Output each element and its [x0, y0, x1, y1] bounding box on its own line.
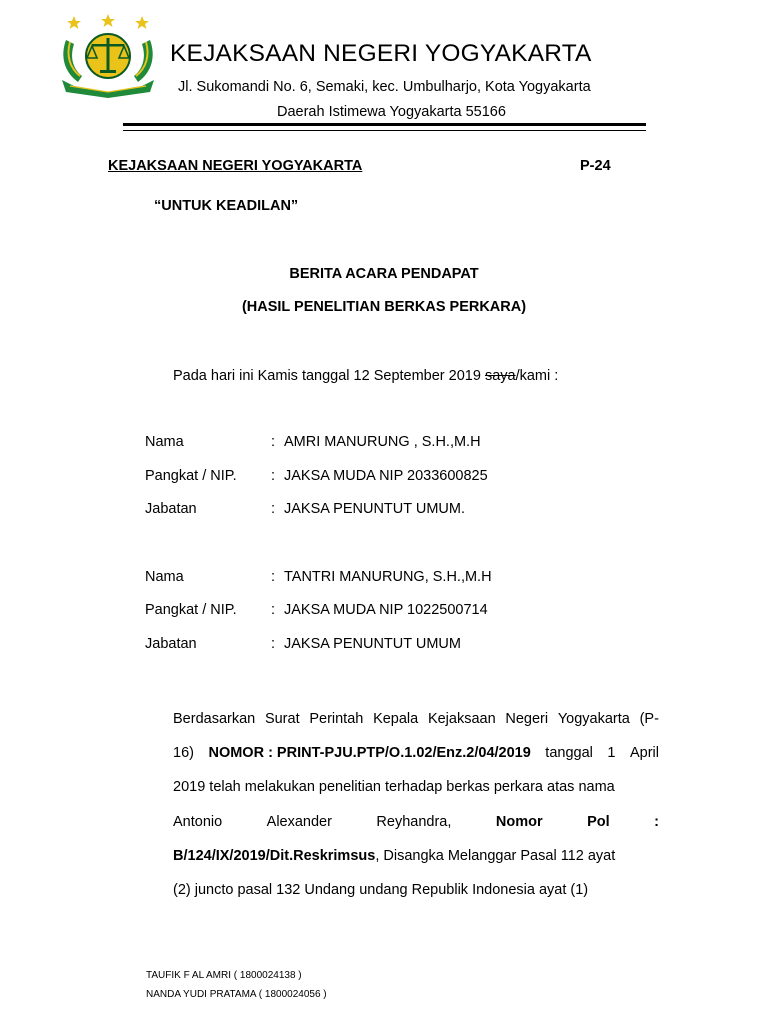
- letterhead-rule-thin: [123, 130, 646, 131]
- body-word: Surat: [264, 711, 300, 727]
- body-word: tanggal: [545, 745, 593, 762]
- officer-1-position-colon: :: [271, 501, 276, 517]
- address-line-2: Daerah Istimewa Yogyakarta 55166: [277, 104, 506, 120]
- kejaksaan-logo: [56, 12, 160, 98]
- body-line-6: (2) juncto pasal 132 Undang undang Republik Indonesia ayat (1): [173, 882, 589, 899]
- body-word: Berdasarkan: [173, 711, 256, 727]
- body-line-2: [173, 736, 659, 770]
- officer-1-position-label: Jabatan: [145, 501, 197, 517]
- officer-2-position: JAKSA PENUNTUT UMUM: [284, 636, 461, 652]
- body-paragraph: [173, 702, 659, 907]
- officer-2-position-label: Jabatan: [145, 636, 197, 652]
- officer-1-name: AMRI MANURUNG , S.H.,M.H: [284, 434, 481, 450]
- body-line-4: [173, 805, 659, 839]
- body-word: Pol: [587, 813, 610, 830]
- suspect-name-word: Alexander: [266, 813, 332, 830]
- intro-struck-word: saya: [484, 368, 516, 384]
- body-word: Kejaksaan: [427, 711, 496, 727]
- suspect-name-word: Reyhandra,: [376, 813, 452, 830]
- document-subtitle: (HASIL PENELITIAN BERKAS PERKARA): [241, 299, 527, 315]
- intro-prefix: Pada hari ini Kamis tanggal 12 September 2019: [173, 368, 485, 384]
- intro-suffix: /kami :: [515, 368, 559, 384]
- body-line-3: 2019 telah melakukan penelitian terhadap berkas perkara atas nama: [173, 779, 615, 796]
- intro-sentence: [173, 368, 558, 384]
- footer-line-2: NANDA YUDI PRATAMA ( 1800024056 ): [146, 989, 327, 1000]
- footer-line-1: TAUFIK F AL AMRI ( 1800024138 ): [146, 970, 302, 981]
- warrant-number: NOMOR : PRINT-PJU.PTP/O.1.02/Enz.2/04/2019: [208, 745, 531, 762]
- police-number: B/124/IX/2019/Dit.Reskrimsus: [173, 847, 376, 864]
- motto: “UNTUK KEADILAN”: [154, 198, 299, 214]
- body-word: 16): [173, 745, 194, 762]
- officer-2-name-label: Nama: [145, 569, 184, 585]
- star-icon: [135, 16, 149, 29]
- body-word: Kepala: [373, 711, 419, 727]
- officer-1-name-colon: :: [271, 434, 276, 450]
- body-word: April: [629, 745, 659, 762]
- officer-2-rank: JAKSA MUDA NIP 1022500714: [284, 602, 488, 618]
- body-word: Perintah: [309, 711, 364, 727]
- officer-1-rank: JAKSA MUDA NIP 2033600825: [284, 468, 488, 484]
- star-icon: [101, 14, 115, 27]
- body-line-1: [173, 702, 659, 736]
- office-heading: KEJAKSAAN NEGERI YOGYAKARTA: [108, 158, 363, 174]
- body-word: Yogyakarta: [557, 711, 630, 727]
- star-icon: [67, 16, 81, 29]
- body-word: Nomor: [495, 813, 543, 830]
- address-line-1: Jl. Sukomandi No. 6, Semaki, kec. Umbulharjo, Kota Yogyakarta: [178, 79, 591, 95]
- letterhead-rule-thick: [123, 123, 646, 126]
- form-code: P-24: [580, 158, 611, 174]
- body-word: 1: [607, 745, 616, 762]
- officer-2-position-colon: :: [271, 636, 276, 652]
- document-title: BERITA ACARA PENDAPAT: [289, 266, 479, 282]
- officer-1-name-label: Nama: [145, 434, 184, 450]
- body-word: (P-: [639, 711, 659, 727]
- body-word: Negeri: [505, 711, 549, 727]
- body-line-5: [173, 839, 659, 873]
- officer-2-rank-label: Pangkat / NIP.: [145, 602, 237, 618]
- body-text: , Disangka Melanggar Pasal 112 ayat: [375, 847, 616, 864]
- officer-2-rank-colon: :: [271, 602, 276, 618]
- officer-2-name-colon: :: [271, 569, 276, 585]
- officer-1-rank-label: Pangkat / NIP.: [145, 468, 237, 484]
- org-name: KEJAKSAAN NEGERI YOGYAKARTA: [170, 40, 592, 67]
- officer-2-name: TANTRI MANURUNG, S.H.,M.H: [284, 569, 492, 585]
- officer-1-rank-colon: :: [271, 468, 276, 484]
- body-word: :: [654, 813, 659, 830]
- suspect-name-word: Antonio: [173, 813, 223, 830]
- officer-1-position: JAKSA PENUNTUT UMUM.: [284, 501, 466, 517]
